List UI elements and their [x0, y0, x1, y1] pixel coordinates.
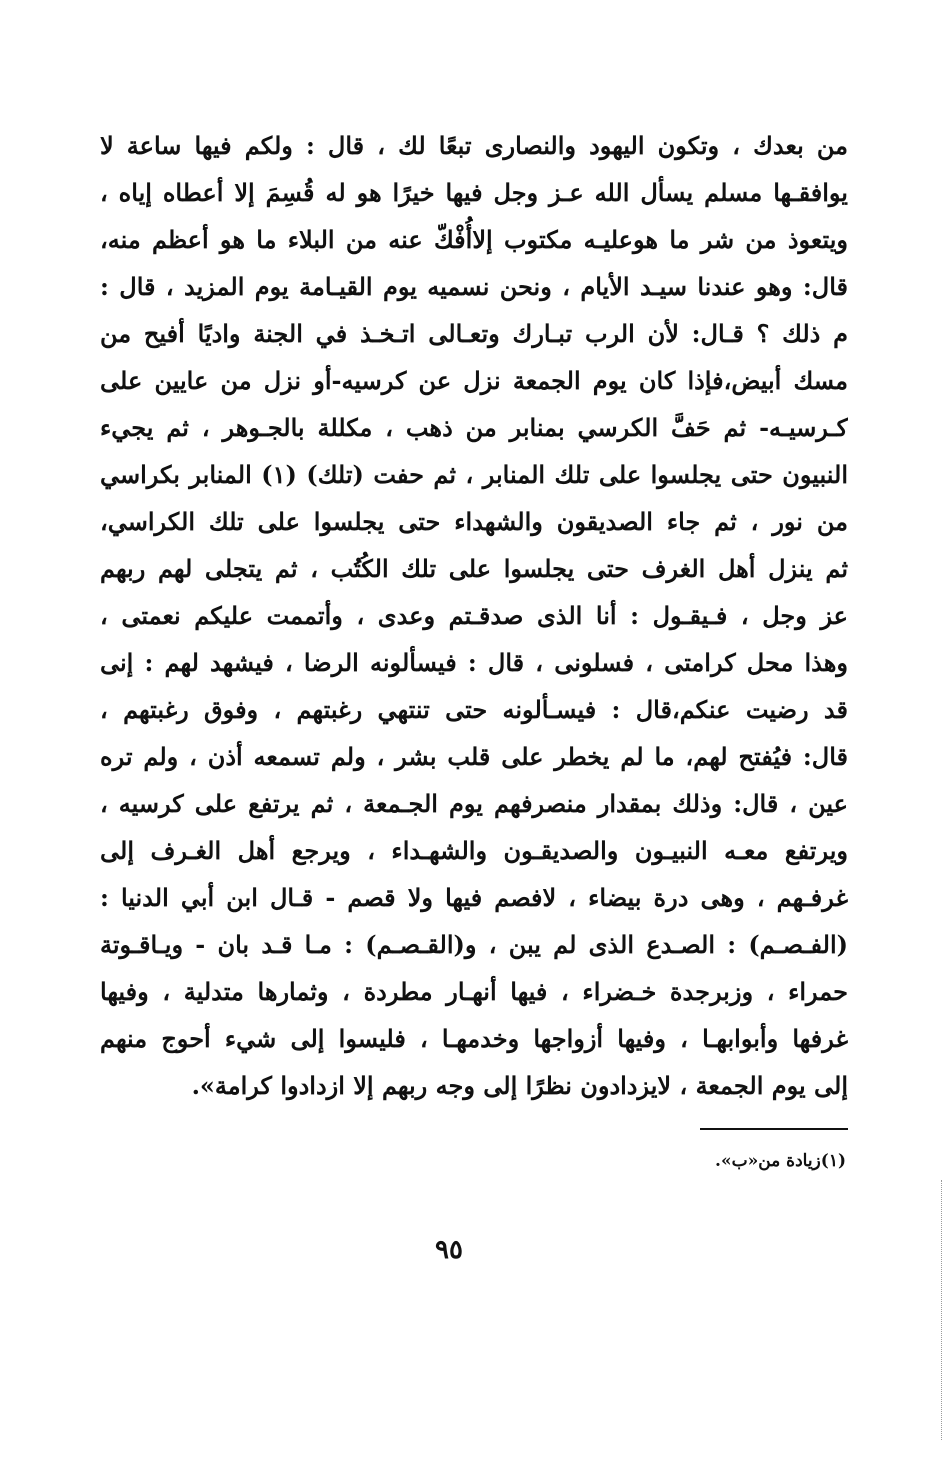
text-line: غرفها وأبوابهـا ، وفيها أزواجها وخدمهـا ، فليسوا إلى شيء أحوج منهم	[100, 1024, 848, 1053]
text-line: ويتعوذ من شر ما هوعليـه مكتوب إلاأُفْكّ عنه من البلاء ما هو أعظم منه،	[100, 225, 848, 254]
text-line: ويرتفع معـه النبيـون والصديقـون والشهـداء ، ويرجع أهل الغـرف إلى	[100, 836, 848, 865]
text-line: عز وجل ، فـيقـول : أنا الذى صدقـتم وعدى ، وأتممت عليكم نعمتى ،	[100, 601, 848, 630]
body-text	[100, 122, 848, 1109]
page-number: ٩٥	[435, 1235, 463, 1265]
footnote: (١)زيادة من«ب».	[715, 1151, 846, 1171]
text-line: ثم ينزل أهل الغرف حتى يجلسوا على تلك الكُتُب ، ثم يتجلى لهم ربهم	[100, 554, 848, 583]
text-line: قد رضيت عنكم،قال : فيسـألونه حتى تنتهي رغبتهم ، وفوق رغبتهم ،	[100, 695, 848, 724]
text-line: غرفـهم ، وهى درة بيضاء ، لافصم فيها ولا قصم - قـال ابن أبي الدنيا :	[100, 883, 848, 912]
text-line: م ذلك ؟ قـال: لأن الرب تبـارك وتعـالى اتـخـذ في الجنة واديًا أفيح من	[100, 319, 848, 348]
text-line: حمراء ، وزبرجدة خـضراء ، فيها أنهـار مطردة ، وثمارها متدلية ، وفيها	[100, 977, 848, 1006]
text-line: وهذا محل كرامتى ، فسلونى ، قال : فيسألونه الرضا ، فيشهد لهم : إنى	[100, 648, 848, 677]
text-line: عين ، قال: وذلك بمقدار منصرفهم يوم الجـمعة ، ثم يرتفع على كرسيه ،	[100, 789, 848, 818]
text-line: يوافقـها مسلم يسأل الله عـز وجل فيها خيرًا هو له قُسِمَ إلا أعطاه إياه ،	[100, 178, 848, 207]
footnote-divider	[700, 1128, 848, 1130]
text-line: قال: فيُفتح لهم، ما لم يخطر على قلب بشر ، ولم تسمعه أذن ، ولم تره	[100, 742, 848, 771]
text-line: من نور ، ثم جاء الصديقون والشهداء حتى يجلسوا على تلك الكراسي،	[100, 507, 848, 536]
text-line: من بعدك ، وتكون اليهود والنصارى تبعًا لك ، قال : ولكم فيها ساعة لا	[100, 131, 848, 160]
text-line: النبيون حتى يجلسوا على تلك المنابر ، ثم حفت (تلك) (١) المنابر بكراسي	[100, 460, 848, 489]
text-line: مسك أبيض،فإذا كان يوم الجمعة نزل عن كرسيه-أو نزل من عايين على	[100, 366, 848, 395]
scan-edge-divider	[941, 1180, 942, 1440]
text-line: قال: وهو عندنا سيـد الأيام ، ونحن نسميه يوم القيـامة يوم المزيد ، قال :	[100, 272, 848, 301]
text-line: كـرسيـه- ثم حَفَّ الكرسي بمنابر من ذهب ، مكللة بالجـوهر ، ثم يجيء	[100, 413, 848, 442]
text-line: إلى يوم الجمعة ، لايزدادون نظرًا إلى وجه ربهم إلا ازدادوا كرامة».	[191, 1071, 848, 1100]
text-line: (الفـصـم) : الصـدع الذى لم يبن ، و(القـصـم) : مـا قـد بان - ويـاقـوتة	[100, 930, 848, 959]
